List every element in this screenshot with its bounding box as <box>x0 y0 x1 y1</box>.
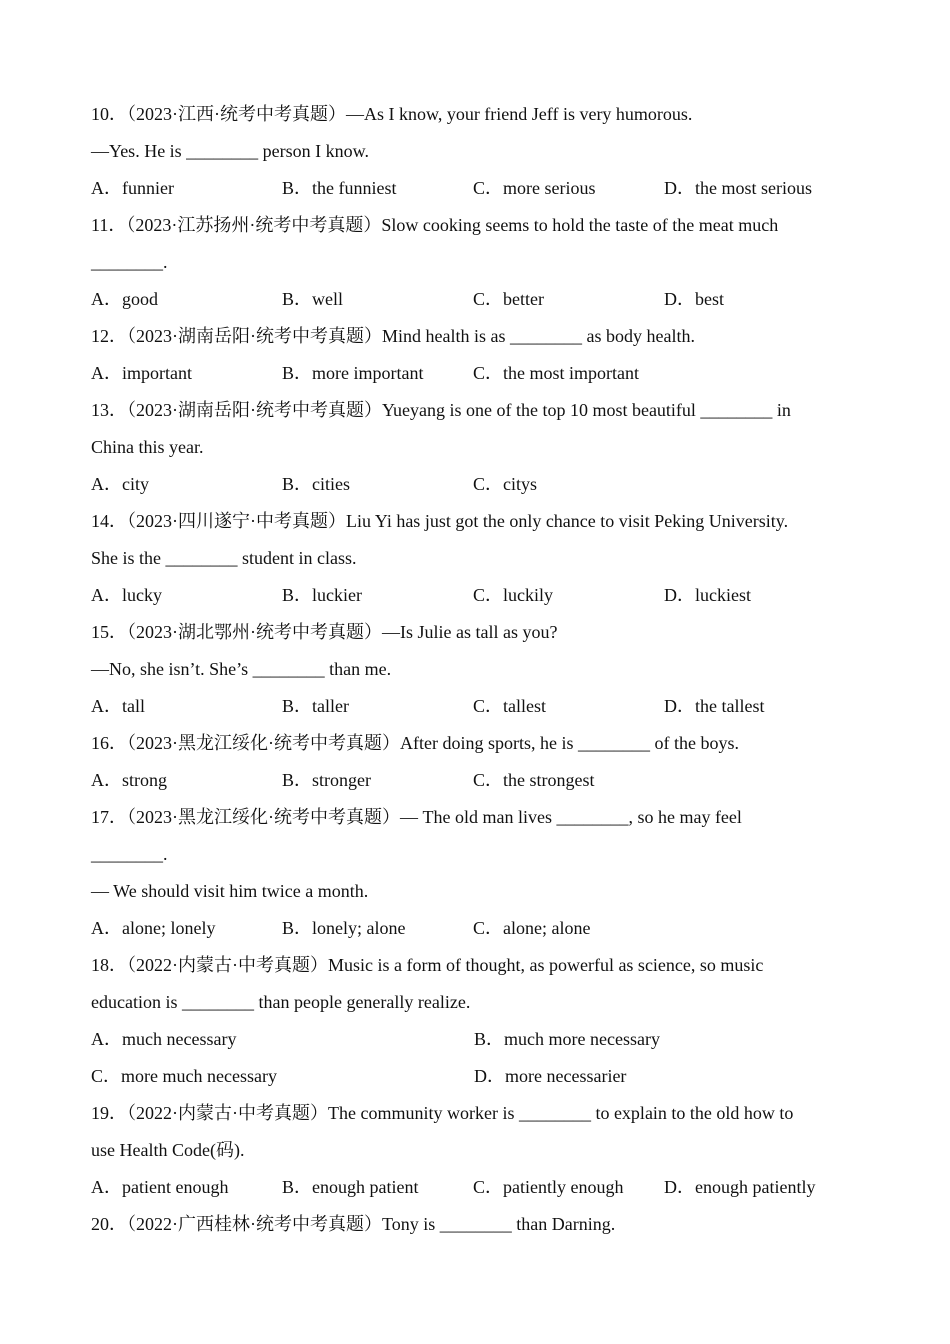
answer-option: B．stronger <box>282 770 371 790</box>
question-stem: 12．（2023·湖南岳阳·统考中考真题）Mind health is as ________ as body health. <box>91 326 695 346</box>
answer-option: C．alone; alone <box>473 918 591 938</box>
answer-option: A．good <box>91 289 158 309</box>
answer-option: C．the most important <box>473 363 639 383</box>
question-stem: 15．（2023·湖北鄂州·统考中考真题）—Is Julie as tall as you? <box>91 622 558 642</box>
answer-option: D．the most serious <box>664 178 812 198</box>
question-block <box>91 1095 861 1206</box>
answer-options-row <box>91 1169 861 1206</box>
answer-option: D．best <box>664 289 724 309</box>
question-stem-continuation: education is ________ than people generally realize. <box>91 992 471 1012</box>
question-stem: 14．（2023·四川遂宁·中考真题）Liu Yi has just got the only chance to visit Peking University. <box>91 511 789 531</box>
question-block <box>91 503 861 614</box>
answer-options-row <box>91 688 861 725</box>
answer-option: C．better <box>473 289 544 309</box>
answer-options-row <box>91 910 861 947</box>
answer-option: C．citys <box>473 474 538 494</box>
question-block <box>91 1206 861 1243</box>
answer-option: B．the funniest <box>282 178 397 198</box>
answer-options-row <box>91 1058 861 1095</box>
question-stem: 16．（2023·黑龙江绥化·统考中考真题）After doing sports, he is ________ of the boys. <box>91 733 739 753</box>
answer-options-row <box>91 762 861 799</box>
question-stem: 11．（2023·江苏扬州·统考中考真题）Slow cooking seems to hold the taste of the meat much <box>91 215 779 235</box>
answer-option: A．funnier <box>91 178 174 198</box>
question-stem: 18．（2022·内蒙古·中考真题）Music is a form of thought, as powerful as science, so music <box>91 955 764 975</box>
question-stem-continuation: —Yes. He is ________ person I know. <box>91 141 369 161</box>
question-block <box>91 392 861 503</box>
question-stem: 19．（2022·内蒙古·中考真题）The community worker is ________ to explain to the old how to <box>91 1103 794 1123</box>
answer-option: A．strong <box>91 770 167 790</box>
question-stem: 20．（2022·广西桂林·统考中考真题）Tony is ________ than Darning. <box>91 1214 616 1234</box>
answer-option: C．luckily <box>473 585 553 605</box>
answer-options-row <box>91 577 861 614</box>
answer-options-row <box>91 355 861 392</box>
question-stem-continuation: She is the ________ student in class. <box>91 548 357 568</box>
answer-option: C．more much necessary <box>91 1066 277 1086</box>
answer-option: C．the strongest <box>473 770 595 790</box>
question-block <box>91 799 861 947</box>
answer-options-row <box>91 281 861 318</box>
answer-options-row <box>91 466 861 503</box>
question-stem-continuation: — We should visit him twice a month. <box>91 881 369 901</box>
question-stem-continuation: ________. <box>91 252 168 272</box>
question-stem: 13．（2023·湖南岳阳·统考中考真题）Yueyang is one of the top 10 most beautiful ________ in <box>91 400 791 420</box>
answer-option: C．more serious <box>473 178 596 198</box>
question-list <box>91 96 861 1243</box>
answer-option: B．lonely; alone <box>282 918 406 938</box>
question-stem: 10．（2023·江西·统考中考真题）—As I know, your friend Jeff is very humorous. <box>91 104 693 124</box>
answer-option: C．tallest <box>473 696 546 716</box>
answer-option: B．more important <box>282 363 424 383</box>
answer-option: B．much more necessary <box>474 1029 660 1049</box>
question-block <box>91 96 861 207</box>
answer-option: D．more necessarier <box>474 1066 627 1086</box>
question-stem: 17．（2023·黑龙江绥化·统考中考真题）— The old man lives ________, so he may feel <box>91 807 742 827</box>
question-block <box>91 947 861 1095</box>
answer-option: A．important <box>91 363 192 383</box>
answer-option: B．luckier <box>282 585 362 605</box>
question-stem-continuation: use Health Code(码). <box>91 1140 245 1160</box>
question-stem-continuation: ________. <box>91 844 168 864</box>
answer-option: A．alone; lonely <box>91 918 216 938</box>
question-block <box>91 614 861 725</box>
answer-options-row <box>91 170 861 207</box>
answer-option: A．tall <box>91 696 145 716</box>
answer-option: B．well <box>282 289 343 309</box>
answer-option: C．patiently enough <box>473 1177 624 1197</box>
question-stem-continuation: China this year. <box>91 437 204 457</box>
question-block <box>91 725 861 799</box>
answer-option: D．the tallest <box>664 696 765 716</box>
answer-option: B．taller <box>282 696 349 716</box>
question-block <box>91 318 861 392</box>
answer-option: A．city <box>91 474 149 494</box>
answer-option: A．lucky <box>91 585 162 605</box>
answer-option: A．patient enough <box>91 1177 229 1197</box>
question-block <box>91 207 861 318</box>
answer-option: B．cities <box>282 474 350 494</box>
answer-options-row <box>91 1021 861 1058</box>
answer-option: A．much necessary <box>91 1029 237 1049</box>
question-stem-continuation: —No, she isn’t. She’s ________ than me. <box>91 659 392 679</box>
answer-option: D．luckiest <box>664 585 751 605</box>
answer-option: D．enough patiently <box>664 1177 816 1197</box>
answer-option: B．enough patient <box>282 1177 419 1197</box>
